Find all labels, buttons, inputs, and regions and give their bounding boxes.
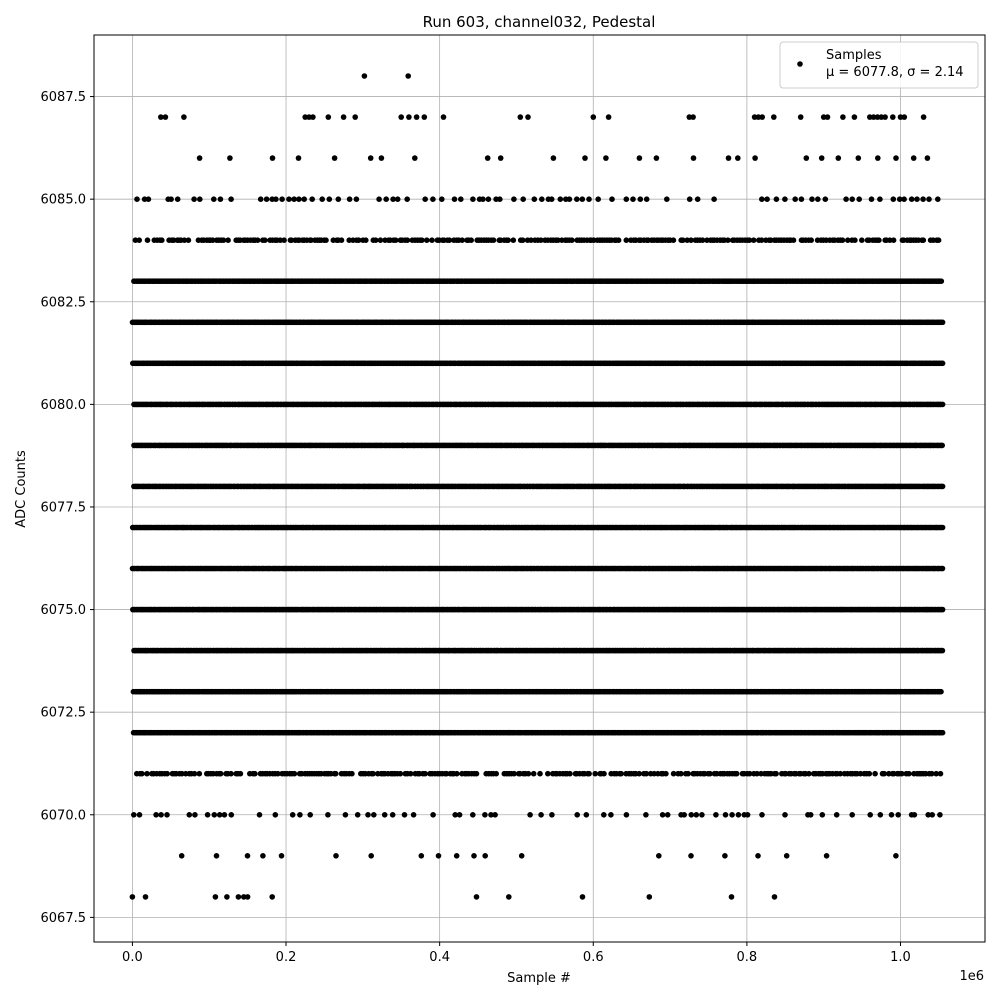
data-point xyxy=(824,853,830,859)
data-point xyxy=(689,812,695,818)
data-point xyxy=(371,812,377,818)
data-point xyxy=(297,812,303,818)
data-point xyxy=(660,812,666,818)
data-point xyxy=(390,812,396,818)
data-point xyxy=(808,812,814,818)
data-point xyxy=(245,853,251,859)
data-point xyxy=(454,771,460,777)
data-point xyxy=(506,894,512,900)
data-point xyxy=(131,812,137,818)
data-point xyxy=(454,853,460,859)
data-point xyxy=(398,771,404,777)
data-point xyxy=(222,812,228,818)
data-point xyxy=(474,894,480,900)
data-point xyxy=(537,771,543,777)
data-point xyxy=(144,771,150,777)
data-point xyxy=(940,648,946,654)
data-point xyxy=(430,812,436,818)
data-point xyxy=(685,771,691,777)
data-point xyxy=(665,812,671,818)
data-point xyxy=(187,812,193,818)
data-point xyxy=(382,812,388,818)
data-point xyxy=(806,771,812,777)
data-point xyxy=(895,812,901,818)
data-point xyxy=(755,853,761,859)
data-point xyxy=(736,812,742,818)
data-point xyxy=(713,812,719,818)
data-point xyxy=(252,771,258,777)
data-point xyxy=(531,771,537,777)
data-point xyxy=(290,812,296,818)
data-point xyxy=(937,812,943,818)
data-point xyxy=(307,812,313,818)
data-point xyxy=(402,812,408,818)
data-point xyxy=(471,853,477,859)
data-point xyxy=(940,566,946,572)
data-point xyxy=(586,771,592,777)
data-point xyxy=(584,812,590,818)
data-point xyxy=(325,812,331,818)
data-point xyxy=(567,771,573,777)
data-point xyxy=(474,771,480,777)
data-point xyxy=(549,812,555,818)
data-point xyxy=(889,812,895,818)
data-point xyxy=(624,812,630,818)
data-point xyxy=(365,812,371,818)
data-point xyxy=(419,853,425,859)
data-point xyxy=(592,771,598,777)
data-point xyxy=(699,812,705,818)
data-point xyxy=(772,894,778,900)
data-point xyxy=(663,771,669,777)
data-point xyxy=(139,771,145,777)
data-point xyxy=(940,484,946,490)
data-point xyxy=(938,771,944,777)
data-point xyxy=(279,853,285,859)
data-point xyxy=(527,812,533,818)
data-point xyxy=(722,853,728,859)
data-point xyxy=(519,853,525,859)
data-point xyxy=(601,771,607,777)
data-point xyxy=(820,812,826,818)
data-point xyxy=(601,812,607,818)
data-point xyxy=(205,812,211,818)
data-point xyxy=(260,853,266,859)
data-point xyxy=(526,771,532,777)
data-point xyxy=(492,812,498,818)
data-point xyxy=(143,894,149,900)
data-point xyxy=(457,812,463,818)
data-point xyxy=(580,894,586,900)
data-point xyxy=(333,853,339,859)
data-point xyxy=(734,771,740,777)
data-point xyxy=(867,812,873,818)
data-point xyxy=(164,812,170,818)
data-point xyxy=(688,853,694,859)
data-point xyxy=(130,894,136,900)
data-point xyxy=(538,812,544,818)
data-point xyxy=(618,771,624,777)
data-point xyxy=(773,771,779,777)
data-point xyxy=(729,812,735,818)
data-point xyxy=(681,812,687,818)
data-point xyxy=(257,812,263,818)
data-point xyxy=(213,894,219,900)
data-point xyxy=(608,812,614,818)
data-point xyxy=(849,812,855,818)
data-point xyxy=(158,812,164,818)
data-point xyxy=(197,771,203,777)
data-point xyxy=(269,894,275,900)
data-point xyxy=(938,689,944,695)
data-point xyxy=(245,894,251,900)
data-point xyxy=(759,812,765,818)
data-point xyxy=(368,853,374,859)
data-point xyxy=(137,812,143,818)
data-point xyxy=(782,812,788,818)
data-point xyxy=(643,812,649,818)
data-point xyxy=(545,771,551,777)
data-point xyxy=(411,812,417,818)
data-point xyxy=(678,771,684,777)
data-point xyxy=(482,853,488,859)
data-point xyxy=(422,771,428,777)
data-point xyxy=(912,812,918,818)
data-point xyxy=(343,812,349,818)
data-point xyxy=(355,812,361,818)
data-point xyxy=(236,894,242,900)
data-point xyxy=(867,771,873,777)
data-point xyxy=(872,771,878,777)
data-point xyxy=(647,894,653,900)
data-point xyxy=(694,812,700,818)
data-point xyxy=(723,812,729,818)
data-point xyxy=(224,894,230,900)
data-point xyxy=(153,812,159,818)
data-point xyxy=(292,771,298,777)
data-point xyxy=(218,771,224,777)
data-point xyxy=(238,771,244,777)
data-point xyxy=(656,853,662,859)
data-point xyxy=(940,525,946,531)
chart-title: Run 603, channel032, Pedestal xyxy=(422,13,656,31)
data-point xyxy=(273,812,279,818)
data-point xyxy=(228,771,234,777)
data-point xyxy=(893,853,899,859)
data-point xyxy=(333,771,339,777)
data-point xyxy=(436,853,442,859)
data-point xyxy=(212,812,218,818)
data-point xyxy=(906,771,912,777)
data-point xyxy=(729,894,735,900)
data-point xyxy=(192,771,198,777)
data-point xyxy=(214,853,220,859)
data-point xyxy=(574,812,580,818)
data-point xyxy=(940,730,946,736)
data-point xyxy=(493,771,499,777)
data-point xyxy=(164,771,170,777)
data-point xyxy=(784,853,790,859)
data-point xyxy=(834,812,840,818)
data-point xyxy=(229,812,235,818)
data-point xyxy=(878,812,884,818)
data-point xyxy=(179,853,185,859)
data-point xyxy=(482,812,488,818)
data-point xyxy=(470,812,476,818)
data-point xyxy=(940,607,946,613)
data-point xyxy=(192,812,198,818)
data-point xyxy=(929,812,935,818)
data-point xyxy=(349,771,355,777)
data-point xyxy=(745,812,751,818)
